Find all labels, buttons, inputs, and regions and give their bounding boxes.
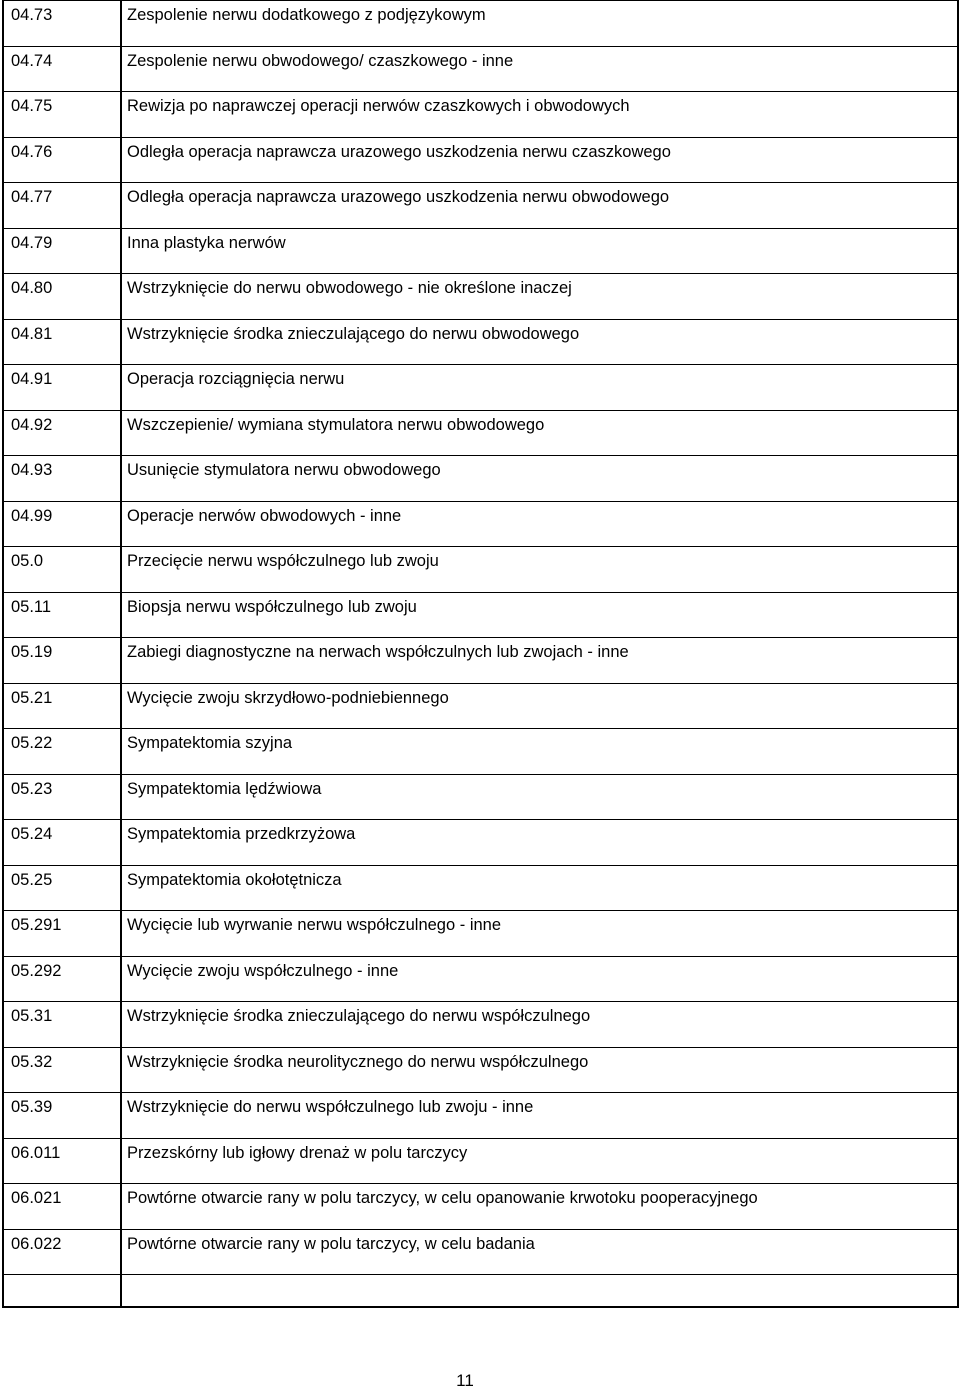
procedure-code-cell: 04.76	[3, 137, 121, 183]
procedure-code-cell: 05.292	[3, 956, 121, 1002]
table-row	[3, 774, 958, 820]
procedure-code-cell: 05.24	[3, 820, 121, 866]
procedure-code-cell: 04.75	[3, 92, 121, 138]
table-row	[3, 1229, 958, 1275]
table-row	[3, 501, 958, 547]
procedure-code-cell: 06.022	[3, 1229, 121, 1275]
procedure-code-cell: 05.23	[3, 774, 121, 820]
procedure-code-cell: 05.31	[3, 1002, 121, 1048]
procedure-description-cell: Odległa operacja naprawcza urazowego uszkodzenia nerwu czaszkowego	[121, 137, 958, 183]
table-row	[3, 456, 958, 502]
procedure-description-cell: Sympatektomia okołotętnicza	[121, 865, 958, 911]
procedure-description-cell: Operacje nerwów obwodowych - inne	[121, 501, 958, 547]
table-row	[3, 729, 958, 775]
page-number: 11	[456, 1371, 474, 1390]
procedure-code-cell: 04.77	[3, 183, 121, 229]
procedure-description-cell: Wycięcie lub wyrwanie nerwu współczulnego - inne	[121, 911, 958, 957]
procedure-description-cell: Powtórne otwarcie rany w polu tarczycy, w celu badania	[121, 1229, 958, 1275]
procedure-description-cell: Wstrzyknięcie środka neurolitycznego do nerwu współczulnego	[121, 1047, 958, 1093]
procedure-description-cell: Wstrzyknięcie do nerwu obwodowego - nie określone inaczej	[121, 274, 958, 320]
table-row	[3, 137, 958, 183]
procedure-description-cell: Zabiegi diagnostyczne na nerwach współczulnych lub zwojach - inne	[121, 638, 958, 684]
procedure-description-cell: Zespolenie nerwu dodatkowego z podjęzykowym	[121, 1, 958, 47]
procedure-code-cell: 05.21	[3, 683, 121, 729]
table-row	[3, 1047, 958, 1093]
procedure-description-cell: Usunięcie stymulatora nerwu obwodowego	[121, 456, 958, 502]
procedure-description-cell: Odległa operacja naprawcza urazowego uszkodzenia nerwu obwodowego	[121, 183, 958, 229]
procedure-code-cell: 05.25	[3, 865, 121, 911]
procedure-description-cell: Rewizja po naprawczej operacji nerwów czaszkowych i obwodowych	[121, 92, 958, 138]
table-end-row	[3, 1275, 958, 1308]
procedure-code-cell: 04.74	[3, 46, 121, 92]
procedure-description-cell: Wstrzyknięcie środka znieczulającego do nerwu obwodowego	[121, 319, 958, 365]
table-row	[3, 820, 958, 866]
procedure-description-cell: Wycięcie zwoju współczulnego - inne	[121, 956, 958, 1002]
procedure-code-cell: 05.11	[3, 592, 121, 638]
procedure-code-cell: 05.0	[3, 547, 121, 593]
table-row	[3, 592, 958, 638]
procedure-description-cell: Inna plastyka nerwów	[121, 228, 958, 274]
table-row	[3, 46, 958, 92]
procedure-code-cell: 05.291	[3, 911, 121, 957]
procedure-code-cell: 04.92	[3, 410, 121, 456]
code-table-body	[3, 1, 958, 1308]
table-row	[3, 547, 958, 593]
table-row	[3, 683, 958, 729]
table-row	[3, 228, 958, 274]
table-row	[3, 1138, 958, 1184]
empty-cell	[3, 1275, 121, 1308]
procedure-code-cell: 04.80	[3, 274, 121, 320]
procedure-description-cell: Sympatektomia lędźwiowa	[121, 774, 958, 820]
procedure-code-table	[2, 0, 959, 1308]
procedure-code-cell: 06.011	[3, 1138, 121, 1184]
table-row	[3, 1093, 958, 1139]
procedure-code-cell: 04.79	[3, 228, 121, 274]
procedure-code-cell: 05.32	[3, 1047, 121, 1093]
procedure-code-cell: 04.81	[3, 319, 121, 365]
procedure-description-cell: Sympatektomia szyjna	[121, 729, 958, 775]
table-row	[3, 183, 958, 229]
empty-cell	[121, 1275, 958, 1308]
procedure-code-cell: 05.22	[3, 729, 121, 775]
procedure-description-cell: Przecięcie nerwu współczulnego lub zwoju	[121, 547, 958, 593]
table-row	[3, 1002, 958, 1048]
procedure-description-cell: Operacja rozciągnięcia nerwu	[121, 365, 958, 411]
procedure-code-cell: 04.73	[3, 1, 121, 47]
table-row	[3, 865, 958, 911]
procedure-description-cell: Wszczepienie/ wymiana stymulatora nerwu obwodowego	[121, 410, 958, 456]
table-row	[3, 638, 958, 684]
table-row	[3, 1184, 958, 1230]
table-row	[3, 365, 958, 411]
procedure-code-cell: 04.91	[3, 365, 121, 411]
procedure-description-cell: Zespolenie nerwu obwodowego/ czaszkowego - inne	[121, 46, 958, 92]
procedure-description-cell: Powtórne otwarcie rany w polu tarczycy, w celu opanowanie krwotoku pooperacyjnego	[121, 1184, 958, 1230]
procedure-code-cell: 04.99	[3, 501, 121, 547]
table-row	[3, 410, 958, 456]
table-row	[3, 319, 958, 365]
procedure-description-cell: Wycięcie zwoju skrzydłowo-podniebiennego	[121, 683, 958, 729]
procedure-description-cell: Przezskórny lub igłowy drenaż w polu tarczycy	[121, 1138, 958, 1184]
table-row	[3, 911, 958, 957]
table-row	[3, 956, 958, 1002]
procedure-description-cell: Biopsja nerwu współczulnego lub zwoju	[121, 592, 958, 638]
procedure-code-cell: 05.19	[3, 638, 121, 684]
table-row	[3, 1, 958, 47]
procedure-code-cell: 06.021	[3, 1184, 121, 1230]
procedure-description-cell: Wstrzyknięcie środka znieczulającego do nerwu współczulnego	[121, 1002, 958, 1048]
procedure-description-cell: Sympatektomia przedkrzyżowa	[121, 820, 958, 866]
procedure-description-cell: Wstrzyknięcie do nerwu współczulnego lub zwoju - inne	[121, 1093, 958, 1139]
procedure-code-cell: 05.39	[3, 1093, 121, 1139]
table-row	[3, 92, 958, 138]
procedure-code-cell: 04.93	[3, 456, 121, 502]
table-row	[3, 274, 958, 320]
